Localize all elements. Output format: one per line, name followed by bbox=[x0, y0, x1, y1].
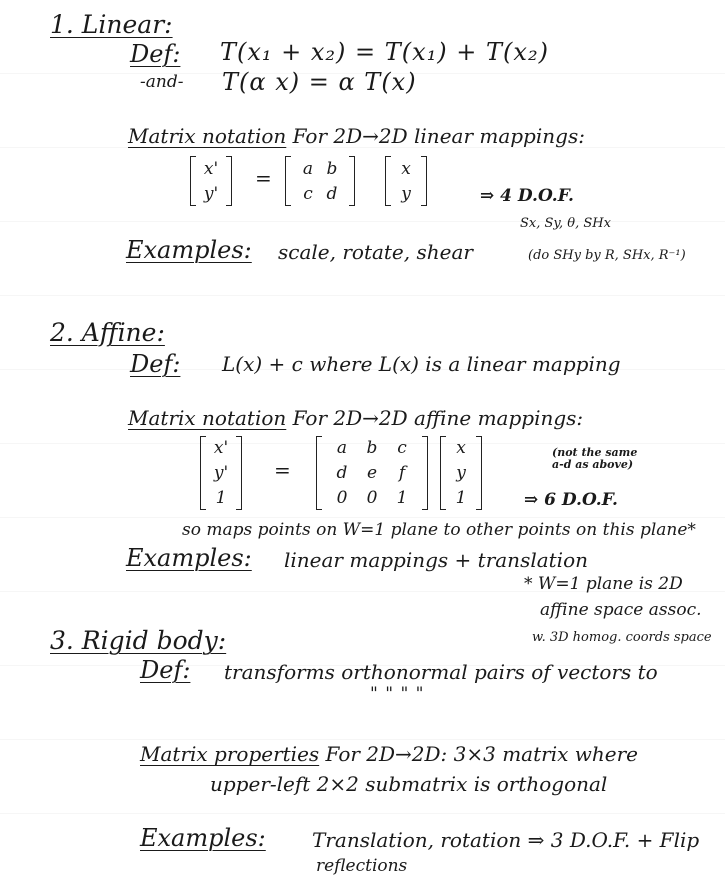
s1-dof-note: Sx, Sy, θ, SHx bbox=[520, 216, 611, 231]
s2-matrix-entry: b bbox=[366, 438, 378, 459]
section-1-heading: 1. Linear: bbox=[50, 10, 173, 39]
s2-matrix-entry: a bbox=[336, 438, 348, 459]
s2-examples-label: Examples: bbox=[126, 544, 252, 572]
s3-examples-line2: reflections bbox=[316, 856, 408, 876]
s3-examples-label: Examples: bbox=[140, 824, 266, 852]
s2-vector-rhs-entry: x bbox=[456, 438, 466, 459]
s2-vector-rhs-entry: 1 bbox=[455, 487, 467, 508]
s1-matrix-entry: a bbox=[302, 158, 314, 179]
s1-matrix-entry: b bbox=[326, 158, 338, 179]
s2-examples-text: linear mappings + translation bbox=[284, 548, 589, 572]
s1-examples-text: scale, rotate, shear bbox=[278, 240, 473, 264]
s2-matrix-entry: 0 bbox=[366, 487, 378, 508]
s2-maps-text: so maps points on W=1 plane to other points on this plane* bbox=[182, 520, 696, 540]
s3-ditto-marks: " " " " bbox=[370, 684, 425, 704]
s3-def-label: Def: bbox=[140, 656, 191, 684]
s1-matrix bbox=[285, 156, 355, 206]
section-2-heading: 2. Affine: bbox=[50, 318, 165, 347]
s1-matrix-label: Matrix notation bbox=[128, 124, 287, 148]
s1-def-line1: T(x₁ + x₂) = T(x₁) + T(x₂) bbox=[220, 38, 549, 66]
s2-matrix-entry: c bbox=[397, 438, 407, 459]
s1-vector-lhs-entry: y' bbox=[203, 183, 219, 204]
s2-matrix-entry: f bbox=[398, 462, 406, 483]
s3-matrix-rest: For 2D→2D: 3×3 matrix where bbox=[325, 742, 638, 766]
s2-vector-rhs bbox=[440, 436, 482, 510]
s2-matrix-rest: For 2D→2D affine mappings: bbox=[292, 406, 584, 430]
s3-matrix-line bbox=[140, 742, 638, 766]
s2-note-line2: a-d as above) bbox=[552, 458, 634, 471]
section-3-heading: 3. Rigid body: bbox=[50, 626, 227, 655]
s3-examples-text: Translation, rotation ⇒ 3 D.O.F. + Flip bbox=[312, 828, 700, 852]
s1-def-line2: T(α x) = α T(x) bbox=[222, 68, 417, 96]
s2-matrix-entry: e bbox=[366, 462, 378, 483]
s1-vector-lhs-entry: x' bbox=[203, 158, 219, 179]
s2-def-label: Def: bbox=[130, 350, 181, 378]
s1-equals: = bbox=[255, 166, 272, 190]
s1-vector-rhs bbox=[385, 156, 427, 206]
s2-footnote-line3: w. 3D homog. coords space bbox=[532, 630, 712, 645]
s2-matrix-line bbox=[128, 406, 583, 430]
s2-matrix bbox=[316, 436, 428, 510]
s1-vector-lhs bbox=[190, 156, 232, 206]
s2-matrix-entry: d bbox=[336, 462, 348, 483]
s1-examples-note: (do SHy by R, SHx, R⁻¹) bbox=[528, 248, 686, 263]
s1-matrix-rest: For 2D→2D linear mappings: bbox=[292, 124, 585, 148]
s1-dof: ⇒ 4 D.O.F. bbox=[480, 186, 574, 206]
s2-vector-rhs-entry: y bbox=[456, 462, 466, 483]
s2-matrix-entry: 0 bbox=[336, 487, 348, 508]
s2-vector-lhs-entry: y' bbox=[213, 462, 229, 483]
s2-footnote-line2: affine space assoc. bbox=[540, 600, 702, 620]
s1-matrix-line bbox=[128, 124, 585, 148]
s1-examples-label: Examples: bbox=[126, 236, 252, 264]
s2-equals: = bbox=[274, 458, 291, 482]
s2-def-text: L(x) + c where L(x) is a linear mapping bbox=[222, 352, 621, 376]
s3-matrix-line2: upper-left 2×2 submatrix is orthogonal bbox=[210, 772, 608, 796]
s2-vector-lhs-entry: x' bbox=[213, 438, 229, 459]
s1-def-label: Def: bbox=[130, 40, 181, 68]
s2-matrix-entry: 1 bbox=[396, 487, 408, 508]
s2-vector-lhs bbox=[200, 436, 242, 510]
s3-def-text: transforms orthonormal pairs of vectors to bbox=[224, 660, 658, 684]
s1-matrix-entry: c bbox=[303, 183, 313, 204]
s2-note-line1: (not the same bbox=[552, 446, 638, 459]
s1-vector-rhs-entry: x bbox=[401, 158, 411, 179]
s2-footnote-line1: * W=1 plane is 2D bbox=[524, 574, 683, 594]
s2-vector-lhs-entry: 1 bbox=[215, 487, 227, 508]
s1-vector-rhs-entry: y bbox=[401, 183, 411, 204]
s1-matrix-entry: d bbox=[326, 183, 338, 204]
s2-dof: ⇒ 6 D.O.F. bbox=[524, 490, 618, 510]
s3-matrix-label: Matrix properties bbox=[140, 742, 320, 766]
s2-matrix-label: Matrix notation bbox=[128, 406, 287, 430]
s1-and-label: -and- bbox=[140, 72, 184, 92]
